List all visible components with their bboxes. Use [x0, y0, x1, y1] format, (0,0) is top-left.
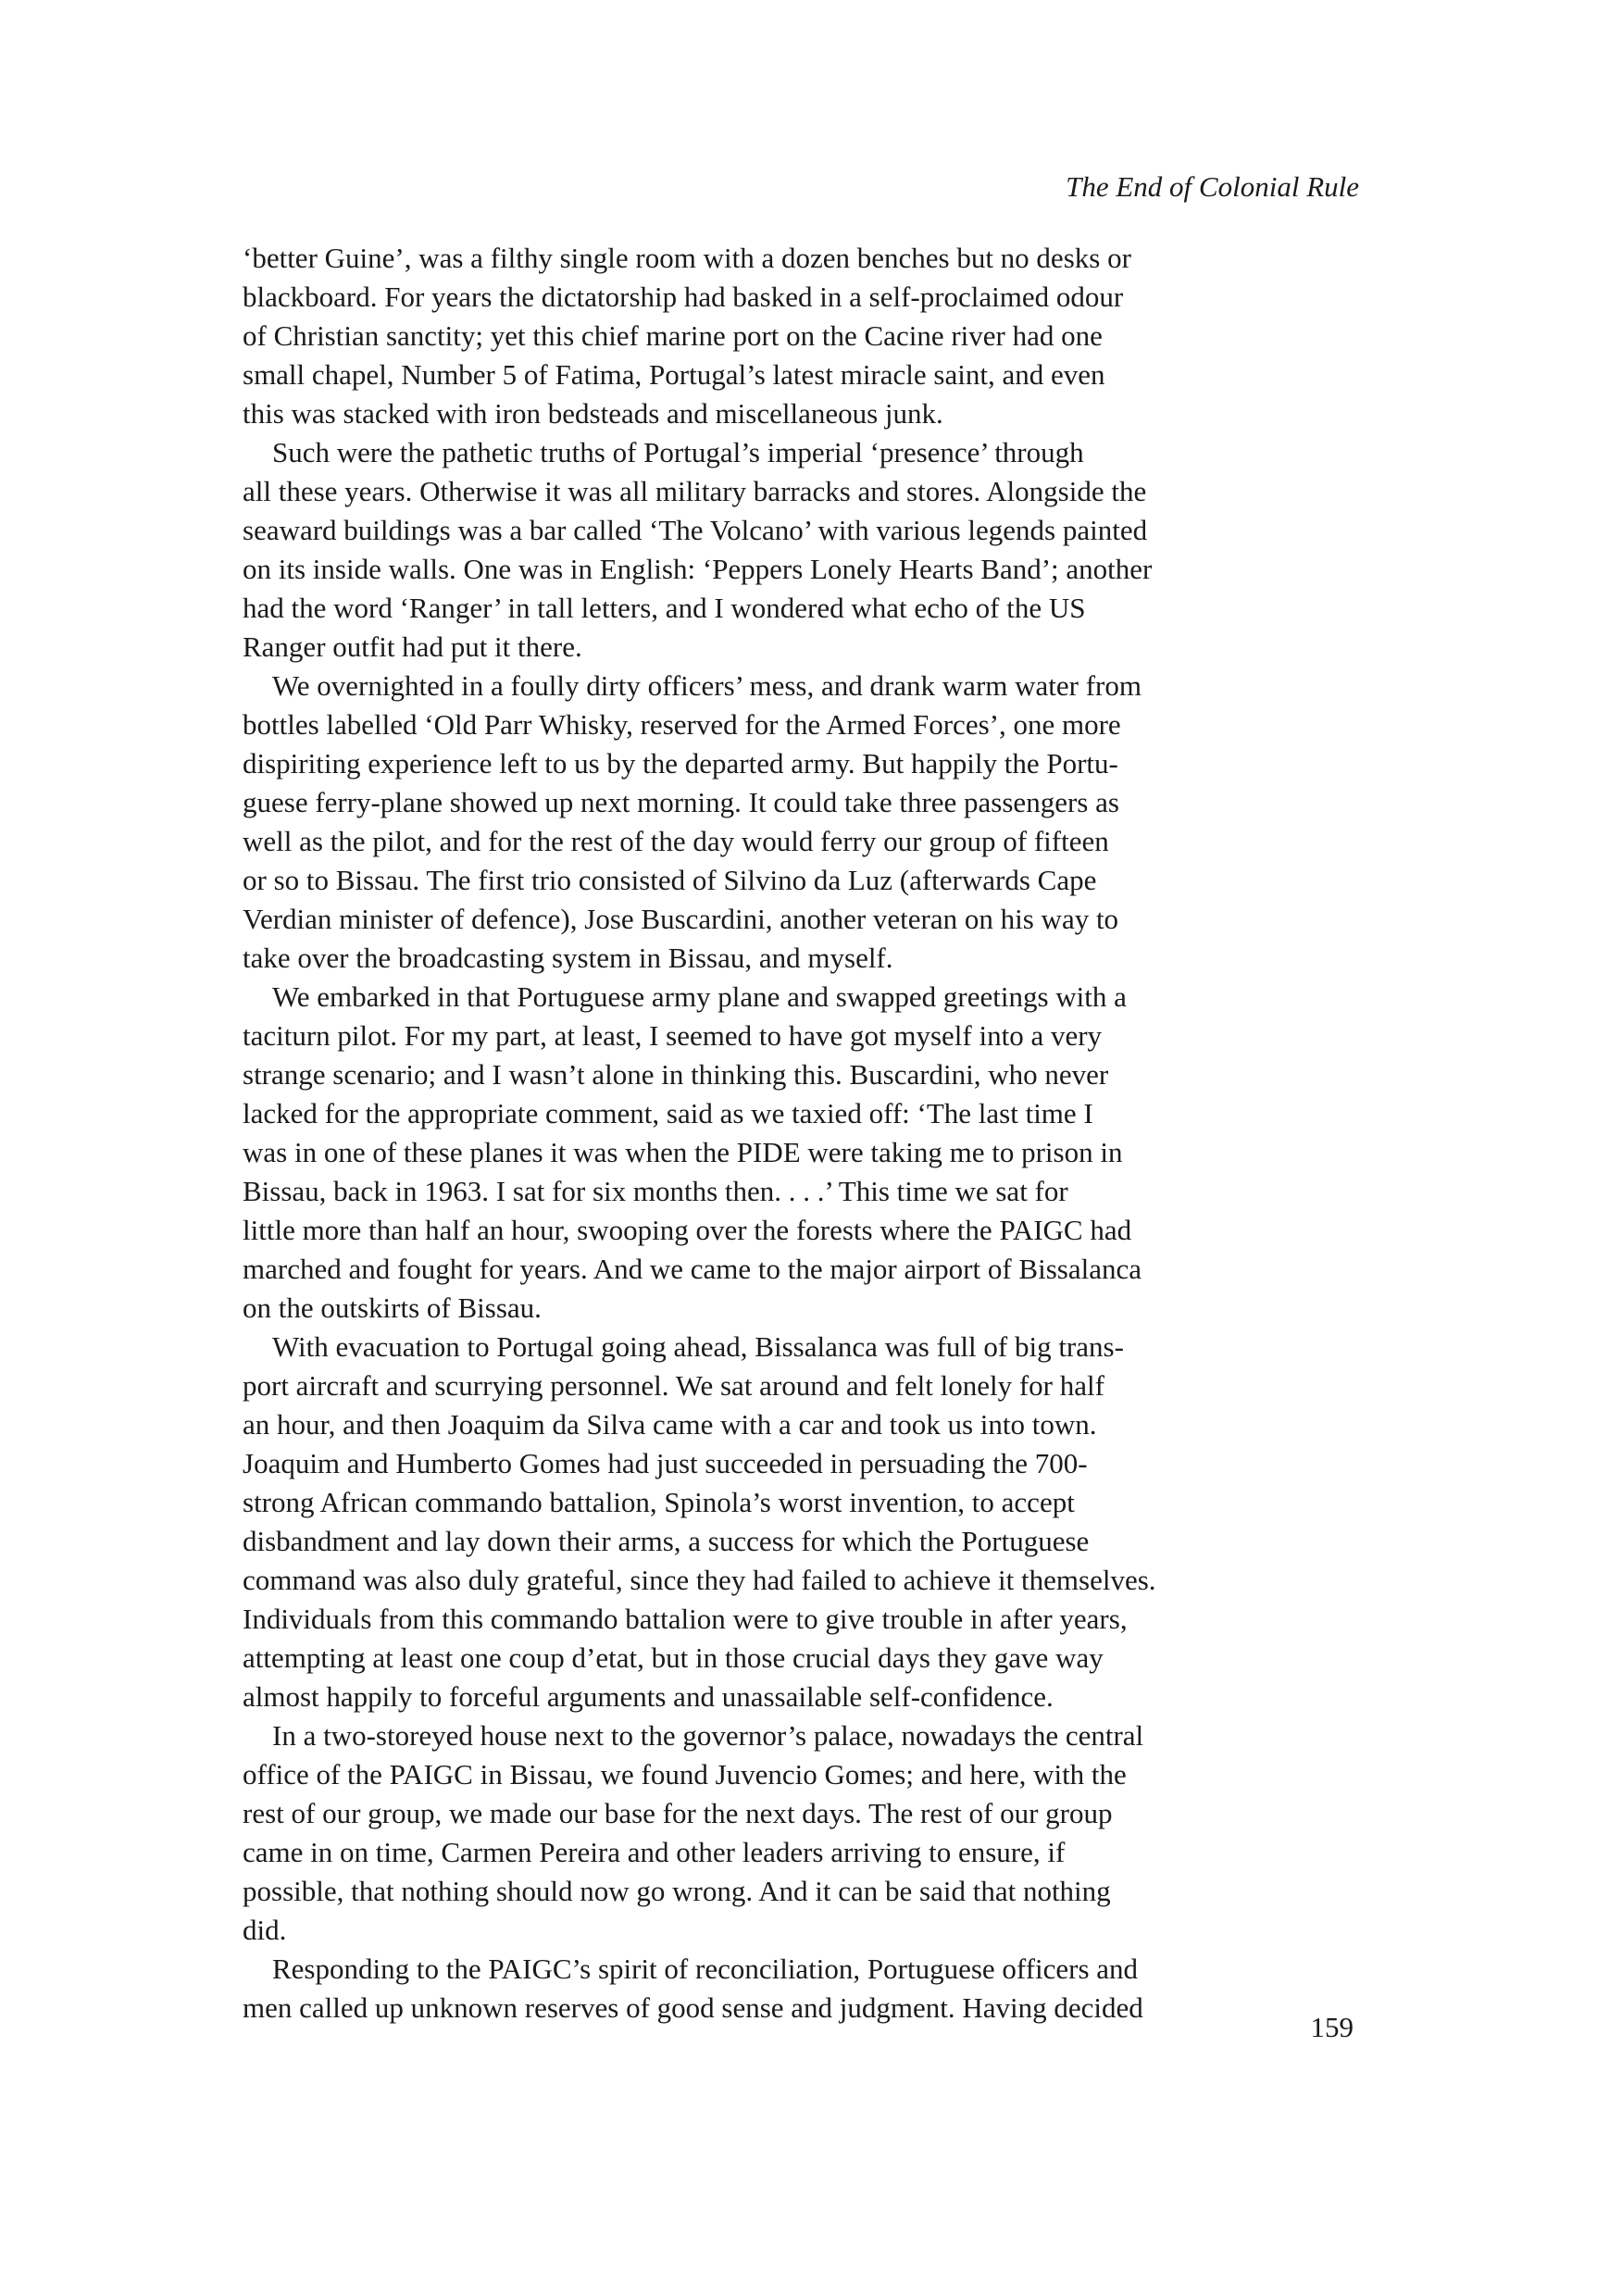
- paragraph-7: [243, 1950, 1372, 2028]
- text-line: Verdian minister of defence), Jose Buscardini, another veteran on his way to: [243, 903, 1119, 935]
- text-line: attempting at least one coup d’etat, but in those crucial days they gave way: [243, 1641, 1104, 1674]
- text-line: We overnighted in a foully dirty officers’ mess, and drank warm water from: [272, 669, 1142, 702]
- text-line: possible, that nothing should now go wrong. And it can be said that nothing: [243, 1875, 1111, 1907]
- text-line: bottles labelled ‘Old Parr Whisky, reserved for the Armed Forces’, one more: [243, 708, 1121, 741]
- text-line: seaward buildings was a bar called ‘The Volcano’ with various legends painted: [243, 514, 1148, 546]
- text-line: was in one of these planes it was when the PIDE were taking me to prison in: [243, 1136, 1123, 1168]
- text-line: on the outskirts of Bissau.: [243, 1292, 542, 1324]
- text-line: this was stacked with iron bedsteads and miscellaneous junk.: [243, 397, 943, 430]
- paragraph-4: [243, 978, 1372, 1328]
- text-line: did.: [243, 1914, 287, 1946]
- text-line: men called up unknown reserves of good sense and judgment. Having decided: [243, 1991, 1143, 2024]
- paragraph-2: [243, 433, 1372, 667]
- text-line: Joaquim and Humberto Gomes had just succeeded in persuading the 700-: [243, 1447, 1088, 1479]
- text-line: small chapel, Number 5 of Fatima, Portugal’s latest miracle saint, and even: [243, 358, 1105, 391]
- text-line: marched and fought for years. And we came to the major airport of Bissalanca: [243, 1253, 1142, 1285]
- paragraph-1: [243, 239, 1372, 433]
- text-line: taciturn pilot. For my part, at least, I seemed to have got myself into a very: [243, 1019, 1103, 1052]
- text-line: blackboard. For years the dictatorship had basked in a self-proclaimed odour: [243, 281, 1124, 313]
- text-line: command was also duly grateful, since they had failed to achieve it themselves.: [243, 1564, 1156, 1596]
- text-line: Such were the pathetic truths of Portugal’s imperial ‘presence’ through: [272, 436, 1084, 468]
- text-line: an hour, and then Joaquim da Silva came with a car and took us into town.: [243, 1408, 1097, 1441]
- text-line: office of the PAIGC in Bissau, we found Juvencio Gomes; and here, with the: [243, 1758, 1127, 1791]
- text-line: guese ferry-plane showed up next morning. It could take three passengers as: [243, 786, 1119, 818]
- running-head: The End of Colonial Rule: [1066, 170, 1359, 203]
- text-line: almost happily to forceful arguments and unassailable self-confidence.: [243, 1680, 1054, 1713]
- text-line: of Christian sanctity; yet this chief marine port on the Cacine river had one: [243, 319, 1103, 352]
- text-line: all these years. Otherwise it was all military barracks and stores. Alongside the: [243, 475, 1147, 507]
- text-line: In a two-storeyed house next to the governor’s palace, nowadays the central: [272, 1719, 1144, 1752]
- text-line: We embarked in that Portuguese army plane and swapped greetings with a: [272, 980, 1127, 1013]
- text-line: With evacuation to Portugal going ahead, Bissalanca was full of big trans-: [272, 1330, 1124, 1363]
- text-line: Ranger outfit had put it there.: [243, 630, 582, 663]
- paragraph-5: [243, 1328, 1372, 1716]
- page-number: 159: [1310, 2011, 1354, 2043]
- text-line: or so to Bissau. The first trio consisted of Silvino da Luz (afterwards Cape: [243, 864, 1097, 896]
- text-line: Responding to the PAIGC’s spirit of reconciliation, Portuguese officers and: [272, 1953, 1139, 1985]
- body-text: [243, 239, 1372, 2028]
- text-line: little more than half an hour, swooping over the forests where the PAIGC had: [243, 1214, 1132, 1246]
- text-line: lacked for the appropriate comment, said as we taxied off: ‘The last time I: [243, 1097, 1093, 1129]
- text-line: take over the broadcasting system in Bissau, and myself.: [243, 942, 893, 974]
- text-line: came in on time, Carmen Pereira and other leaders arriving to ensure, if: [243, 1836, 1066, 1868]
- text-line: disbandment and lay down their arms, a success for which the Portuguese: [243, 1525, 1090, 1557]
- text-line: strong African commando battalion, Spinola’s worst invention, to accept: [243, 1486, 1075, 1518]
- text-line: Bissau, back in 1963. I sat for six months then. . . .’ This time we sat for: [243, 1175, 1068, 1207]
- text-line: ‘better Guine’, was a filthy single room with a dozen benches but no desks or: [243, 242, 1131, 274]
- text-line: on its inside walls. One was in English: ‘Peppers Lonely Hearts Band’; another: [243, 553, 1153, 585]
- text-line: dispiriting experience left to us by the departed army. But happily the Portu-: [243, 747, 1118, 780]
- paragraph-3: [243, 667, 1372, 978]
- paragraph-6: [243, 1716, 1372, 1950]
- text-line: well as the pilot, and for the rest of the day would ferry our group of fifteen: [243, 825, 1109, 857]
- text-line: port aircraft and scurrying personnel. We sat around and felt lonely for half: [243, 1369, 1104, 1402]
- text-line: had the word ‘Ranger’ in tall letters, and I wondered what echo of the US: [243, 592, 1086, 624]
- text-line: strange scenario; and I wasn’t alone in thinking this. Buscardini, who never: [243, 1058, 1109, 1091]
- text-line: rest of our group, we made our base for the next days. The rest of our group: [243, 1797, 1113, 1829]
- text-line: Individuals from this commando battalion were to give trouble in after years,: [243, 1603, 1128, 1635]
